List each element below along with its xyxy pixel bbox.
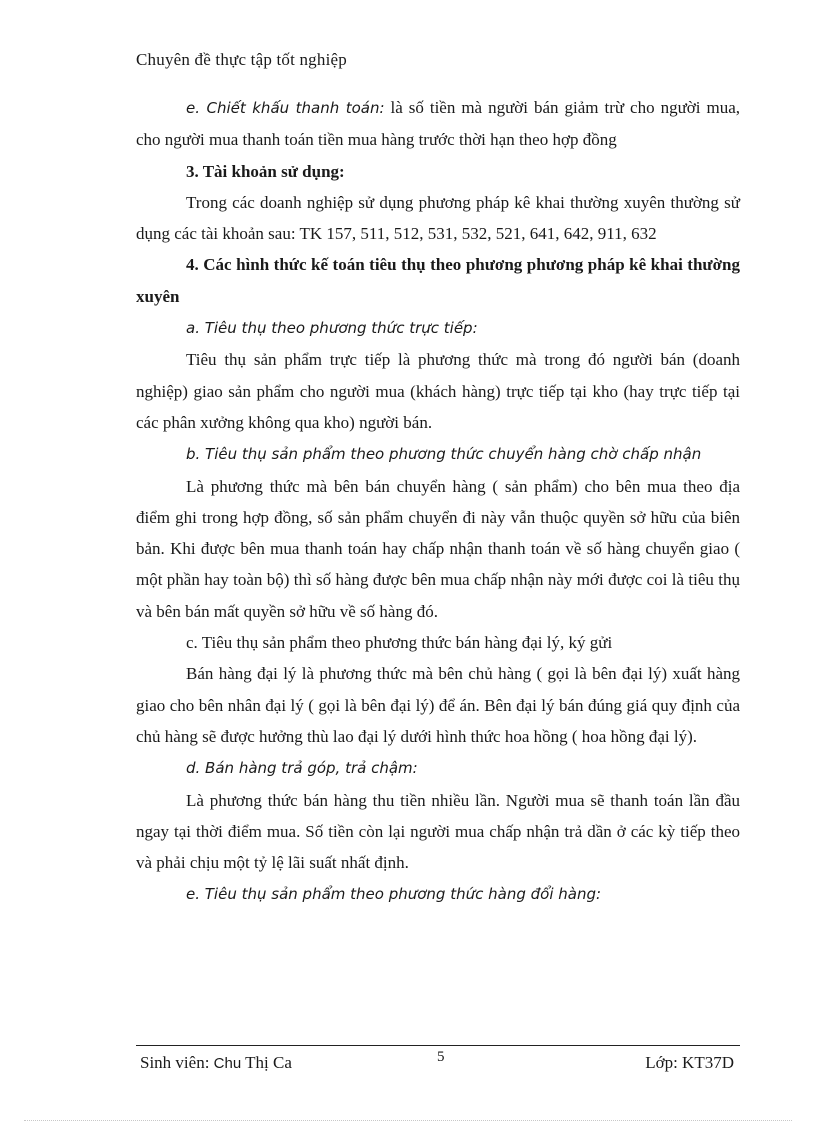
subheading-consignment-acceptance: b. Tiêu thụ sản phẩm theo phương thức chuyển hàng chờ chấp nhận [186,445,702,464]
paragraph-accounts: Trong các doanh nghiệp sử dụng phương pháp kê khai thường xuyên thường sử dụng các tài khoản sau: TK 157, 511, 512, 531, 532, 521, 641, 642, 911, 632 [136,192,740,244]
footer-class: Lớp: KT37D [645,1053,734,1072]
trade-discount-label: e. Chiết khấu thanh toán: [186,99,385,117]
document-body [136,92,740,911]
student-rest-name: Thị Ca [241,1053,292,1072]
student-first-name: Chu [213,1055,242,1072]
student-label: Sinh viên: [140,1053,214,1072]
heading-accounting-forms: 4. Các hình thức kế toán tiêu thụ theo phương phương pháp kê khai thường xuyên [136,255,740,306]
subheading-barter-sales: e. Tiêu thụ sản phẩm theo phương thức hàng đổi hàng: [186,885,602,904]
paragraph-agency-sales: Bán hàng đại lý là phương thức mà bên chủ hàng ( gọi là bên đại lý) xuất hàng giao cho bên nhân đại lý ( gọi là bên đại lý) để án. Bên đại lý bán đúng giá quy định của chủ hàng sẽ được hưởng thù lao đại lý dưới hình thức hoa hồng ( hoa hồng đại lý). [136,664,740,746]
footer-divider [136,1045,740,1046]
page-edge-divider [24,1120,792,1121]
subheading-direct-sales: a. Tiêu thụ theo phương thức trực tiếp: [186,319,478,338]
page-footer [136,1051,740,1077]
subheading-installment-sales: d. Bán hàng trả góp, trả chậm: [186,759,418,778]
heading-accounts-used: 3. Tài khoản sử dụng: [186,161,345,181]
paragraph-installment-sales: Là phương thức bán hàng thu tiền nhiều lần. Người mua sẽ thanh toán lần đầu ngay tại thời điểm mua. Số tiền còn lại người mua chấp nhận trả dần ở các kỳ tiếp theo và phải chịu một tỷ lệ lãi suất nhất định. [136,790,740,873]
paragraph-trade-discount [136,92,740,156]
paragraph-consignment-acceptance: Là phương thức mà bên bán chuyển hàng ( sản phẩm) cho bên mua theo địa điểm ghi trong hợp đồng, số sản phẩm chuyển đi này vẫn thuộc quyền sở hữu của biên bản. Khi được bên mua thanh toán hay chấp nhận thanh toán về số hàng chuyển giao ( một phần hay toàn bộ) thì số hàng được bên mua chấp nhận này mới được coi là tiêu thụ và bên bán mất quyền sở hữu về số hàng đó. [136,476,740,621]
header-title: Chuyên đề thực tập tốt nghiệp [136,50,347,69]
footer-student [140,1053,292,1073]
page-number: 5 [437,1049,445,1065]
paragraph-direct-sales: Tiêu thụ sản phẩm trực tiếp là phương thức mà trong đó người bán (doanh nghiệp) giao sản phẩm cho người mua (khách hàng) trực tiếp tại kho (hay trực tiếp tại các phân xưởng không qua kho) người bán. [136,350,740,432]
trade-discount-text: là số tiền mà người bán giảm trừ cho người mua, cho người mua thanh toán tiền mua hàng trước thời hạn theo hợp đồng [136,98,741,150]
subheading-agency-sales: c. Tiêu thụ sản phẩm theo phương thức bán hàng đại lý, ký gửi [186,633,613,653]
